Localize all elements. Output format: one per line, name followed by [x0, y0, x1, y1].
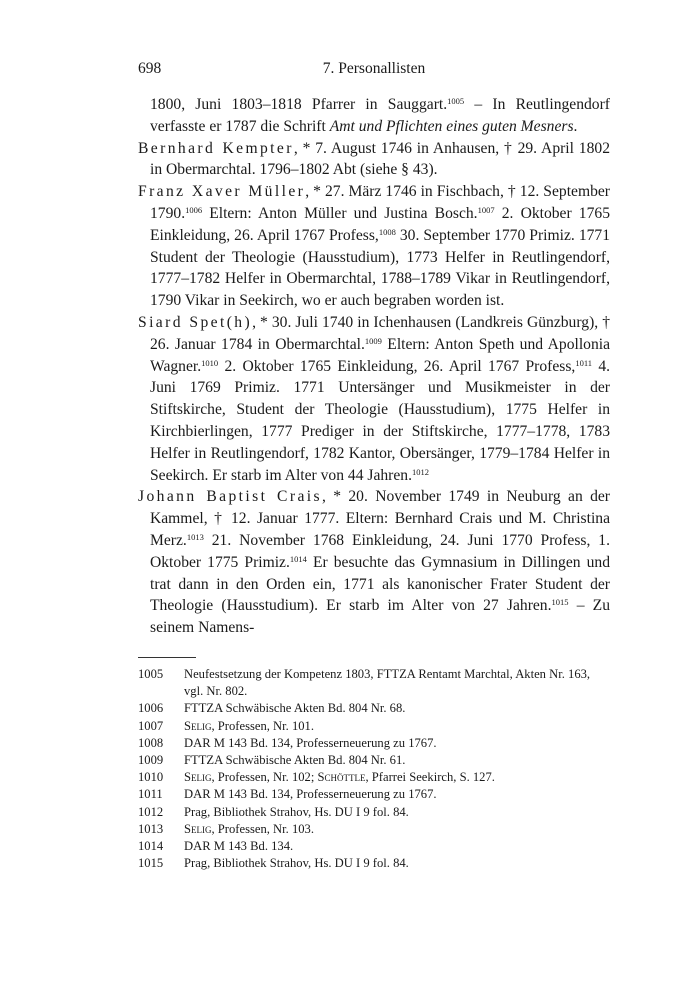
footnote [138, 718, 610, 735]
footnote [138, 855, 610, 872]
person-entry: Bernhard Kempter, * 7. August 1746 in Anhausen, † 29. April 1802 in Obermarchtal. 1796–1802 Abt (siehe § 43). [138, 139, 610, 179]
footnote-text: Neufestsetzung der Kompetenz 1803, FTTZA Rentamt Marchtal, Akten Nr. 163, vgl. Nr. 802. [184, 667, 591, 699]
page-header [138, 60, 610, 80]
footnote-ref: 1011 [575, 357, 592, 368]
work-title: Amt und Pflichten eines guten Mesners [329, 117, 574, 135]
footnote-text: Prag, Bibliothek Strahov, Hs. DU I 9 fol. 84. [184, 856, 409, 871]
footnote [138, 700, 610, 717]
footnote-ref: 1014 [289, 553, 307, 564]
footnote [138, 666, 610, 700]
footnote-number: 1014 [138, 839, 164, 854]
footnote-number: 1013 [138, 821, 164, 836]
footnotes [138, 666, 610, 872]
footnote-text: DAR M 143 Bd. 134, Professerneuerung zu 1767. [184, 787, 437, 802]
footnote-text: DAR M 143 Bd. 134, Professerneuerung zu 1767. [184, 735, 437, 750]
person-entry: Johann Baptist Crais, * 20. November 1749 in Neuburg an der Kammel, † 12. Januar 1777. Eltern: Bernhard Crais und M. Christina Merz.$^{1013}$ 21. November 1768 Einkleidung, 24. Juni 1770 Profess, 1. Oktober 1775 Primiz.$^{1014}$ Er besuchte das Gymnasium in Dillingen und trat dann in den Orden ein, 1771 als kanonischer Frater Student der Theologie (Hausstudium). Er starb im Alter von 27 Jahren.$^{1015}$ – Zu seinem Namens- [138, 488, 611, 637]
footnote-text: Selig, Professen, Nr. 101. [184, 718, 314, 733]
footnote-number: 1005 [138, 667, 164, 681]
footnote-ref: 1015 [551, 597, 569, 608]
footnote-ref: 1006 [185, 204, 203, 215]
footnote-text: DAR M 143 Bd. 134. [184, 839, 294, 854]
footnote [138, 838, 610, 855]
footnote-text: Selig, Professen, Nr. 103. [184, 821, 314, 836]
footnote-number: 1015 [138, 856, 164, 871]
footnote-ref: 1010 [201, 357, 219, 368]
footnote-number: 1012 [138, 804, 164, 819]
footnote-ref: 1013 [186, 531, 204, 542]
running-head: 7. Personallisten [322, 60, 426, 77]
author-name: Selig [184, 821, 212, 836]
person-name: Bernhard Kempter [138, 139, 294, 157]
footnote [138, 821, 610, 838]
footnote-number: 1006 [138, 701, 164, 716]
author-name: Selig [184, 770, 212, 785]
person-name: Johann Baptist Crais [138, 488, 322, 506]
footnote [138, 786, 610, 803]
person-entry: Siard Spet(h), * 30. Juli 1740 in Ichenhausen (Landkreis Günzburg), † 26. Januar 1784 in Obermarchtal.$^{1009}$ Eltern: Anton Speth und Apollonia Wagner.$^{1010}$ 2. Oktober 1765 Einkleidung, 26. April 1767 Profess,$^{1011}$ 4. Juni 1769 Primiz. 1771 Untersänger und Musikmeister in der Stiftskirche, Student der Theologie (Hausstudium), 1775 Helfer in Kirchbierlingen, 1777 Prediger in der Stiftskirche, 1777–1778, 1783 Helfer in Reutlingendorf, 1782 Kantor, Obersänger, 1779–1784 Helfer in Seekirch. Er starb im Alter von 44 Jahren.$^{1012}$ [138, 313, 611, 484]
person-name: Siard Spet(h) [138, 313, 253, 331]
footnote-number: 1011 [138, 787, 163, 802]
footnote-separator [138, 657, 196, 658]
footnote-number: 1010 [138, 770, 164, 785]
continued-paragraph: 1800, Juni 1803–1818 Pfarrer in Sauggart.$^{1005}$ – In Reutlingendorf verfasste er 1787 die Schrift Amt und Pflichten eines guten Mesners. [150, 96, 610, 135]
footnote [138, 804, 610, 821]
footnote-ref: 1008 [378, 226, 396, 237]
footnote-text: Prag, Bibliothek Strahov, Hs. DU I 9 fol. 84. [184, 804, 409, 819]
footnote-ref: 1005 [447, 96, 465, 106]
person-name: Franz Xaver Müller [138, 183, 306, 201]
footnote-ref: 1009 [364, 335, 382, 346]
footnote-text: FTTZA Schwäbische Akten Bd. 804 Nr. 68. [184, 701, 406, 716]
footnote-text: Selig, Professen, Nr. 102; Schöttle, Pfarrei Seekirch, S. 127. [184, 770, 495, 785]
page-number: 698 [138, 60, 162, 77]
footnote [138, 752, 610, 769]
author-name: Schöttle [317, 770, 366, 785]
footnote-number: 1009 [138, 753, 164, 768]
footnote-text: FTTZA Schwäbische Akten Bd. 804 Nr. 61. [184, 753, 406, 768]
footnote-ref: 1012 [412, 466, 429, 477]
footnote [138, 735, 610, 752]
author-name: Selig [184, 718, 212, 733]
footnote [138, 769, 610, 786]
main-text [138, 94, 610, 639]
footnote-number: 1008 [138, 735, 164, 750]
person-entry: Franz Xaver Müller, * 27. März 1746 in Fischbach, † 12. September 1790.$^{1006}$ Eltern: Anton Müller und Justina Bosch.$^{1007}$ 2. Oktober 1765 Einkleidung, 26. April 1767 Profess,$^{1008}$ 30. September 1770 Primiz. 1771 Student der Theologie (Hausstudium), 1773 Helfer in Reutlingendorf, 1777–1782 Helfer in Obermarchtal, 1788–1789 Vikar in Reutlingendorf, 1790 Vikar in Seekirch, wo er auch begraben worden ist. [138, 183, 611, 310]
footnote-number: 1007 [138, 718, 164, 733]
footnote-ref: 1007 [477, 204, 495, 215]
